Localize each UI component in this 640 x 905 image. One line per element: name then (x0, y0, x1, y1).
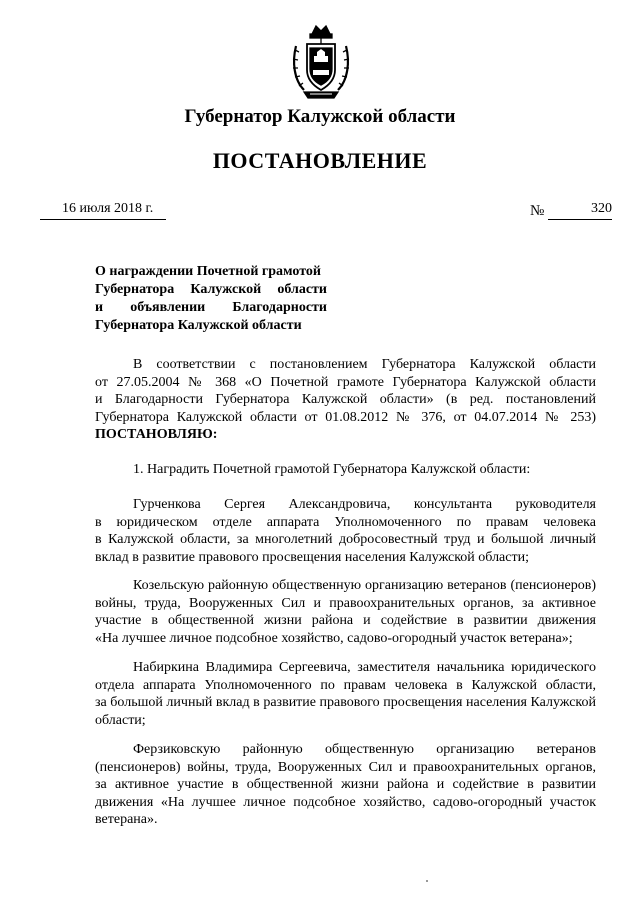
preamble-paragraph (95, 356, 596, 444)
document-type: ПОСТАНОВЛЕНИЕ (212, 148, 428, 173)
awardee-line: в юридическом отделе аппарата Уполномоченного по правам человека (95, 514, 596, 530)
preamble-line: и Благодарности Губернатора Калужской области» (в ред. постановлений (95, 392, 596, 407)
awardee-paragraph (95, 496, 596, 566)
awardee-line: участие в общественной жизни района и содействие в развитии движения (95, 613, 596, 628)
scan-speck (426, 880, 428, 882)
awardee-line: (пенсионеров) войны, труда, Вооруженных Сил и правоохранительных органов, (95, 759, 596, 775)
awardee-line: Козельскую районную общественную организацию ветеранов (пенсионеров) (133, 578, 596, 593)
item-heading (95, 461, 596, 479)
subject-line: и объявлении Благодарности (95, 300, 327, 315)
coat-of-arms-icon (290, 22, 352, 102)
awardee-line: войны, труда, Вооруженных Сил и правоохранительных органов, за активное (95, 595, 596, 611)
awardee-paragraph (95, 741, 596, 829)
preamble-line: Губернатора Калужской области от 01.08.2012 № 376, от 04.07.2014 № 253) (95, 409, 596, 425)
awardee-line: за активное участие в общественной жизни района и содействие в развитии (95, 777, 596, 792)
preamble-line: В соответствии с постановлением Губернатора Калужской области (133, 357, 596, 372)
document-date: 16 июля 2018 г. (40, 201, 166, 220)
awardee-paragraph (95, 577, 596, 647)
awardee-paragraph (95, 659, 596, 729)
subject-line: Губернатора Калужской области (95, 282, 327, 297)
awardee-line: Набиркина Владимира Сергеевича, заместителя начальника юридического (133, 660, 596, 675)
awardee-line: области; (95, 712, 146, 728)
preamble-line: от 27.05.2004 № 368 «О Почетной грамоте Губернатора Калужской области (95, 374, 596, 390)
awardee-line: вклад в развитие правового просвещения населения Калужской области; (95, 549, 529, 565)
document-subject (95, 263, 327, 335)
item-heading-text: 1. Наградить Почетной грамотой Губернатора Калужской области: (133, 462, 531, 477)
decree-word: ПОСТАНОВЛЯЮ: (95, 427, 218, 442)
subject-line: Губернатора Калужской области (95, 318, 302, 333)
organization-title: Губернатор Калужской области (184, 106, 456, 127)
document-number: 320 (548, 201, 612, 220)
awardee-line: движения «На лучшее личное подсобное хозяйство, садово-огородный участок (95, 794, 596, 810)
awardee-line: Ферзиковскую районную общественную организацию ветеранов (133, 742, 596, 757)
awardee-line: «На лучшее личное подсобное хозяйство, садово-огородный участок ветерана»; (95, 630, 573, 646)
awardee-line: отдела аппарата Уполномоченного по правам человека в Калужской области, (95, 677, 596, 693)
number-label: № (530, 203, 545, 219)
awardee-line: ветерана». (95, 812, 158, 827)
awardee-line: в Калужской области, за многолетний добросовестный труд и большой личный (95, 532, 596, 547)
subject-line: О награждении Почетной грамотой (95, 264, 321, 279)
awardee-line: Гурченкова Сергея Александровича, консультанта руководителя (133, 497, 596, 512)
awardee-line: за большой личный вклад в развитие правового просвещения населения Калужской (95, 695, 596, 710)
